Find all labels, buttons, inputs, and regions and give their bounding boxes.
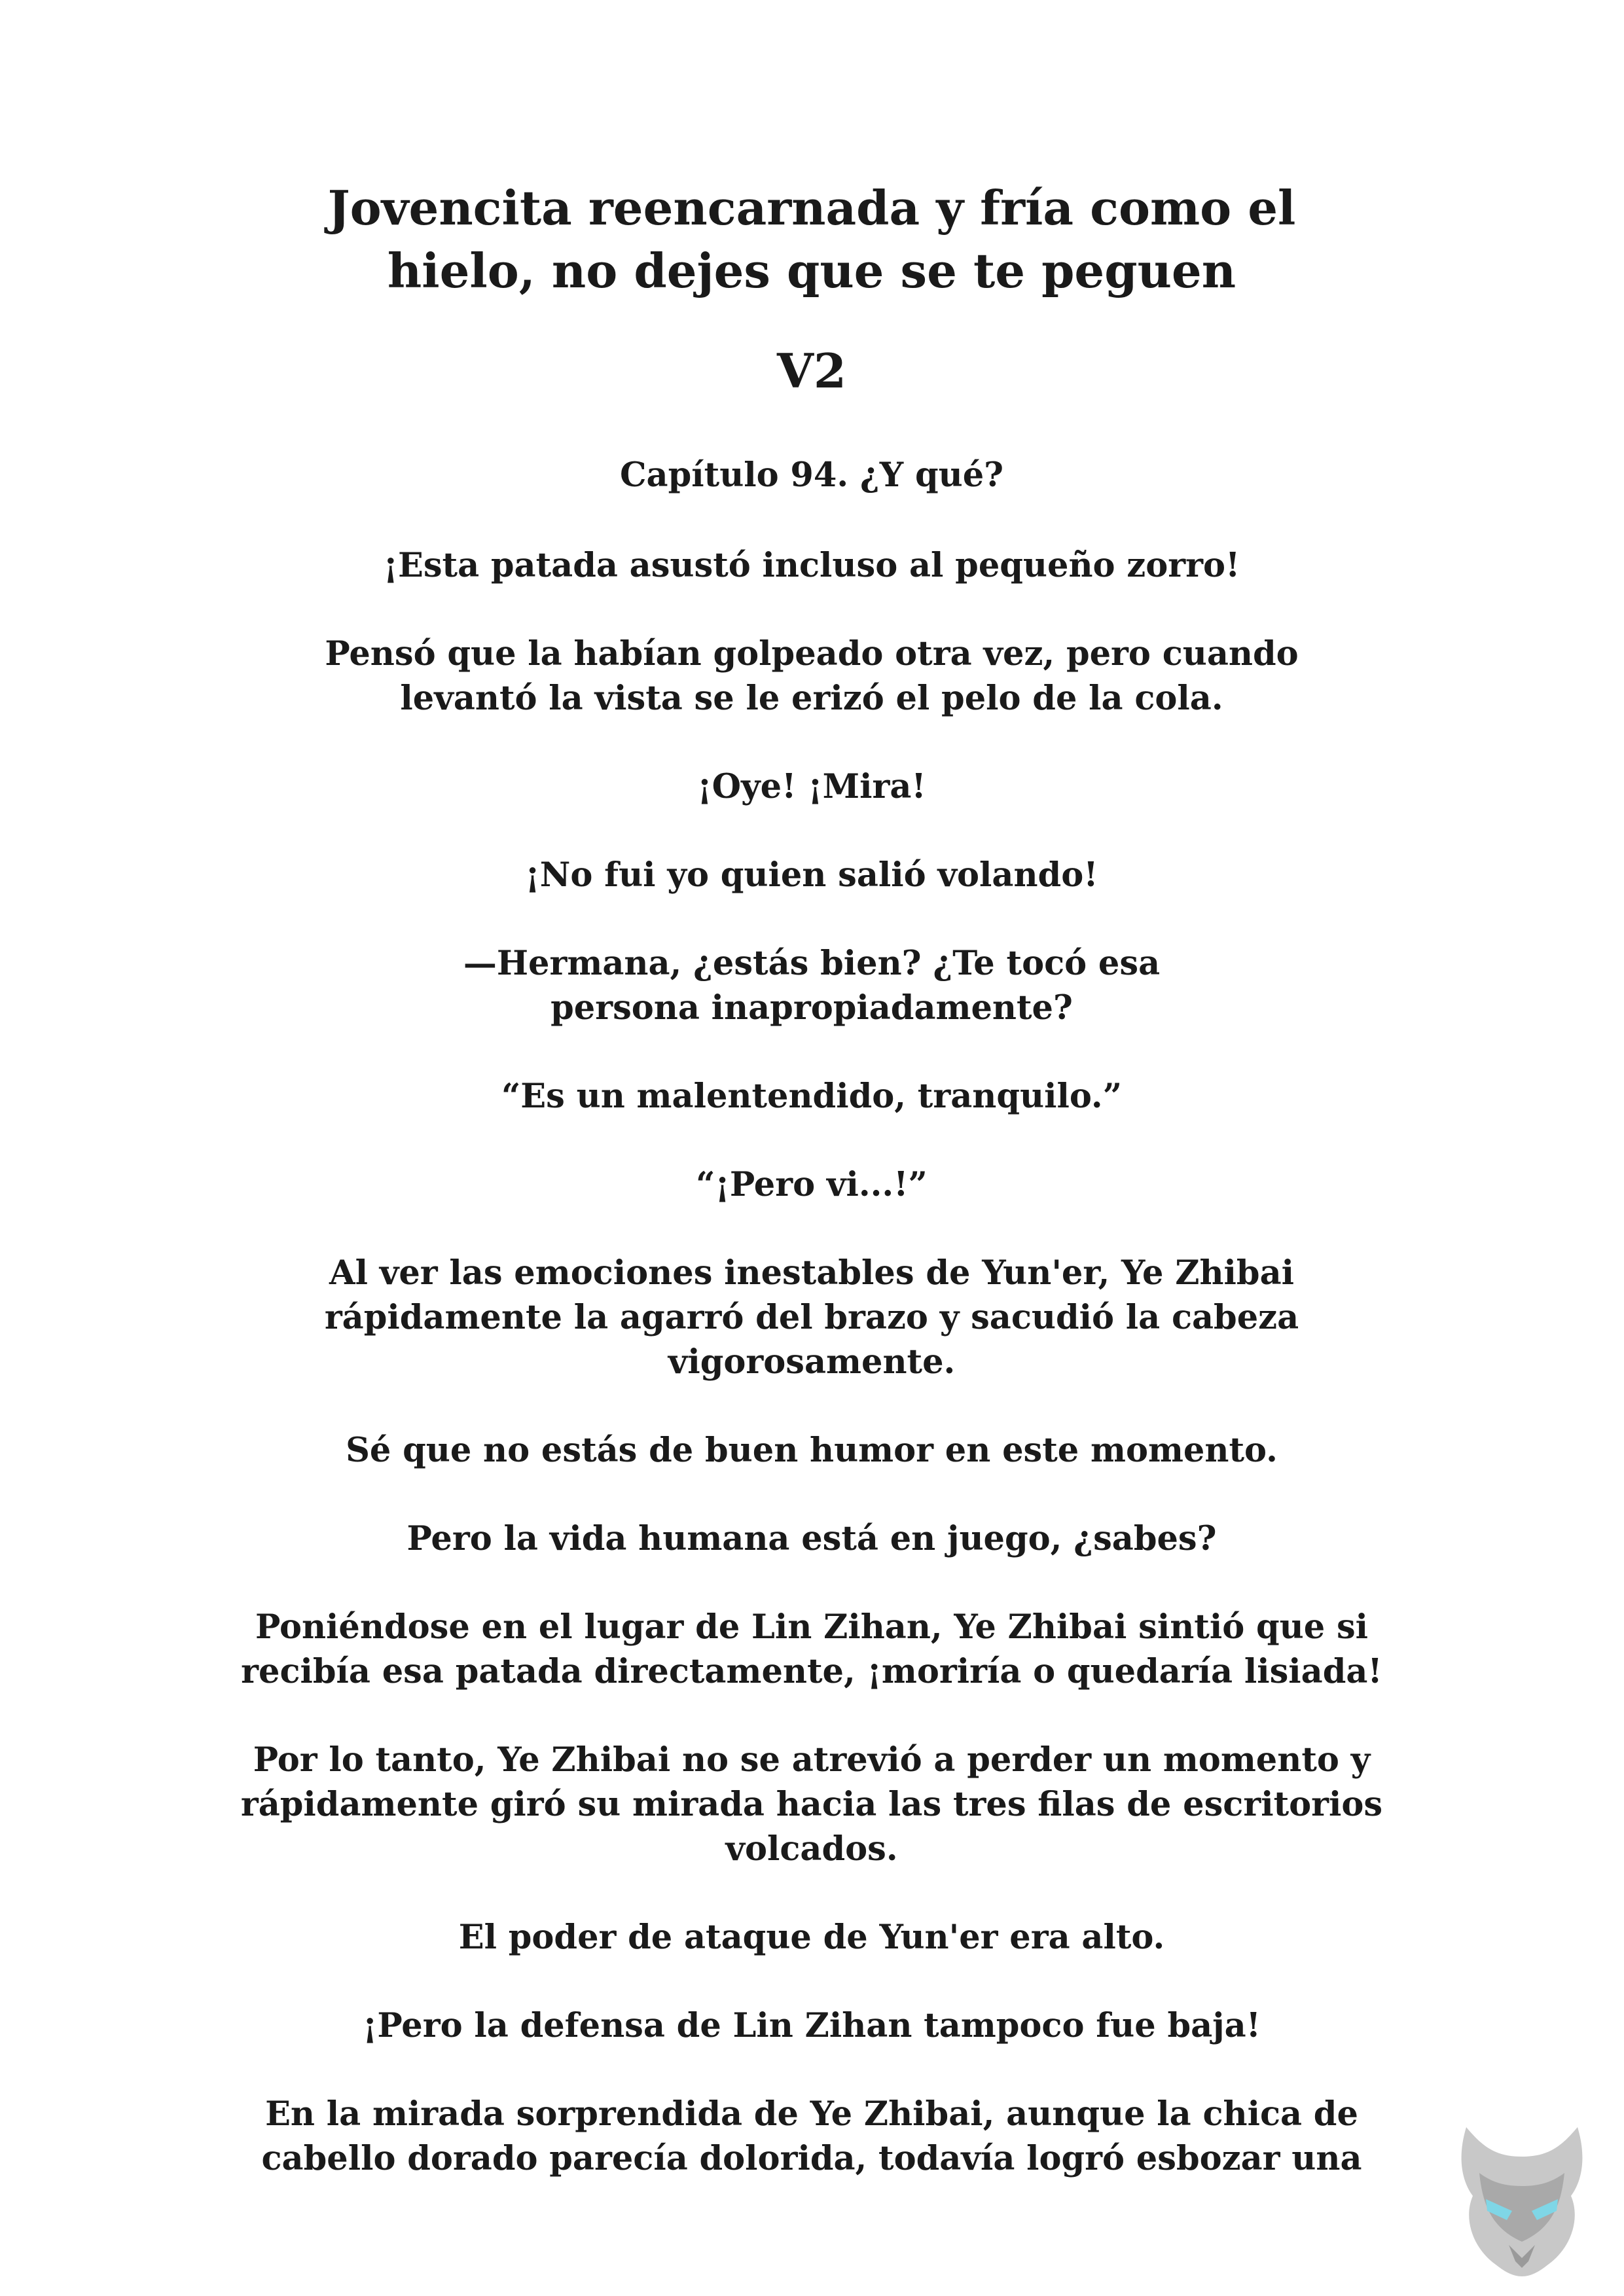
volume-label: V2 — [777, 343, 846, 399]
body-text — [196, 543, 1427, 2181]
document-title — [196, 177, 1427, 302]
paragraph: Al ver las emociones inestables de Yun'er, Ye Zhibai rápidamente la agarró del brazo y sacudió la cabeza vigorosamente. — [324, 1253, 1299, 1382]
paragraph: En la mirada sorprendida de Ye Zhibai, aunque la chica de cabello dorado parecía dolorida, todavía logró esbozar una — [261, 2094, 1362, 2178]
paragraph: Sé que no estás de buen humor en este momento. — [346, 1431, 1278, 1470]
title-line-1: Jovencita reencarnada y fría como el — [327, 180, 1296, 236]
paragraph: El poder de ataque de Yun'er era alto. — [458, 1918, 1165, 1957]
paragraph: ¡No fui yo quien salió volando! — [525, 855, 1098, 895]
paragraph: Pensó que la habían golpeado otra vez, pero cuando levantó la vista se le erizó el pelo de la cola. — [325, 634, 1299, 718]
title-line-2: hielo, no dejes que se te peguen — [387, 243, 1236, 298]
chapter-heading: Capítulo 94. ¿Y qué? — [619, 456, 1004, 495]
demon-mask-icon — [1447, 2121, 1597, 2278]
document-page — [196, 177, 1427, 2225]
paragraph: ¡Pero la defensa de Lin Zihan tampoco fue baja! — [362, 2006, 1261, 2045]
paragraph: —Hermana, ¿estás bien? ¿Te tocó esa persona inapropiadamente? — [463, 944, 1161, 1028]
paragraph: Poniéndose en el lugar de Lin Zihan, Ye Zhibai sintió que si recibía esa patada directamente, ¡moriría o quedaría lisiada! — [241, 1607, 1382, 1691]
paragraph: Pero la vida humana está en juego, ¿sabes? — [406, 1519, 1217, 1558]
paragraph: ¡Esta patada asustó incluso al pequeño zorro! — [383, 546, 1240, 585]
paragraph: ¡Oye! ¡Mira! — [697, 767, 926, 806]
demon-mask-logo — [1447, 2121, 1597, 2278]
paragraph: “¡Pero vi...!” — [696, 1165, 928, 1204]
paragraph: “Es un malentendido, tranquilo.” — [501, 1077, 1123, 1116]
paragraph: Por lo tanto, Ye Zhibai no se atrevió a perder un momento y rápidamente giró su mirada hacia las tres filas de escritorios volcados. — [240, 1740, 1383, 1869]
